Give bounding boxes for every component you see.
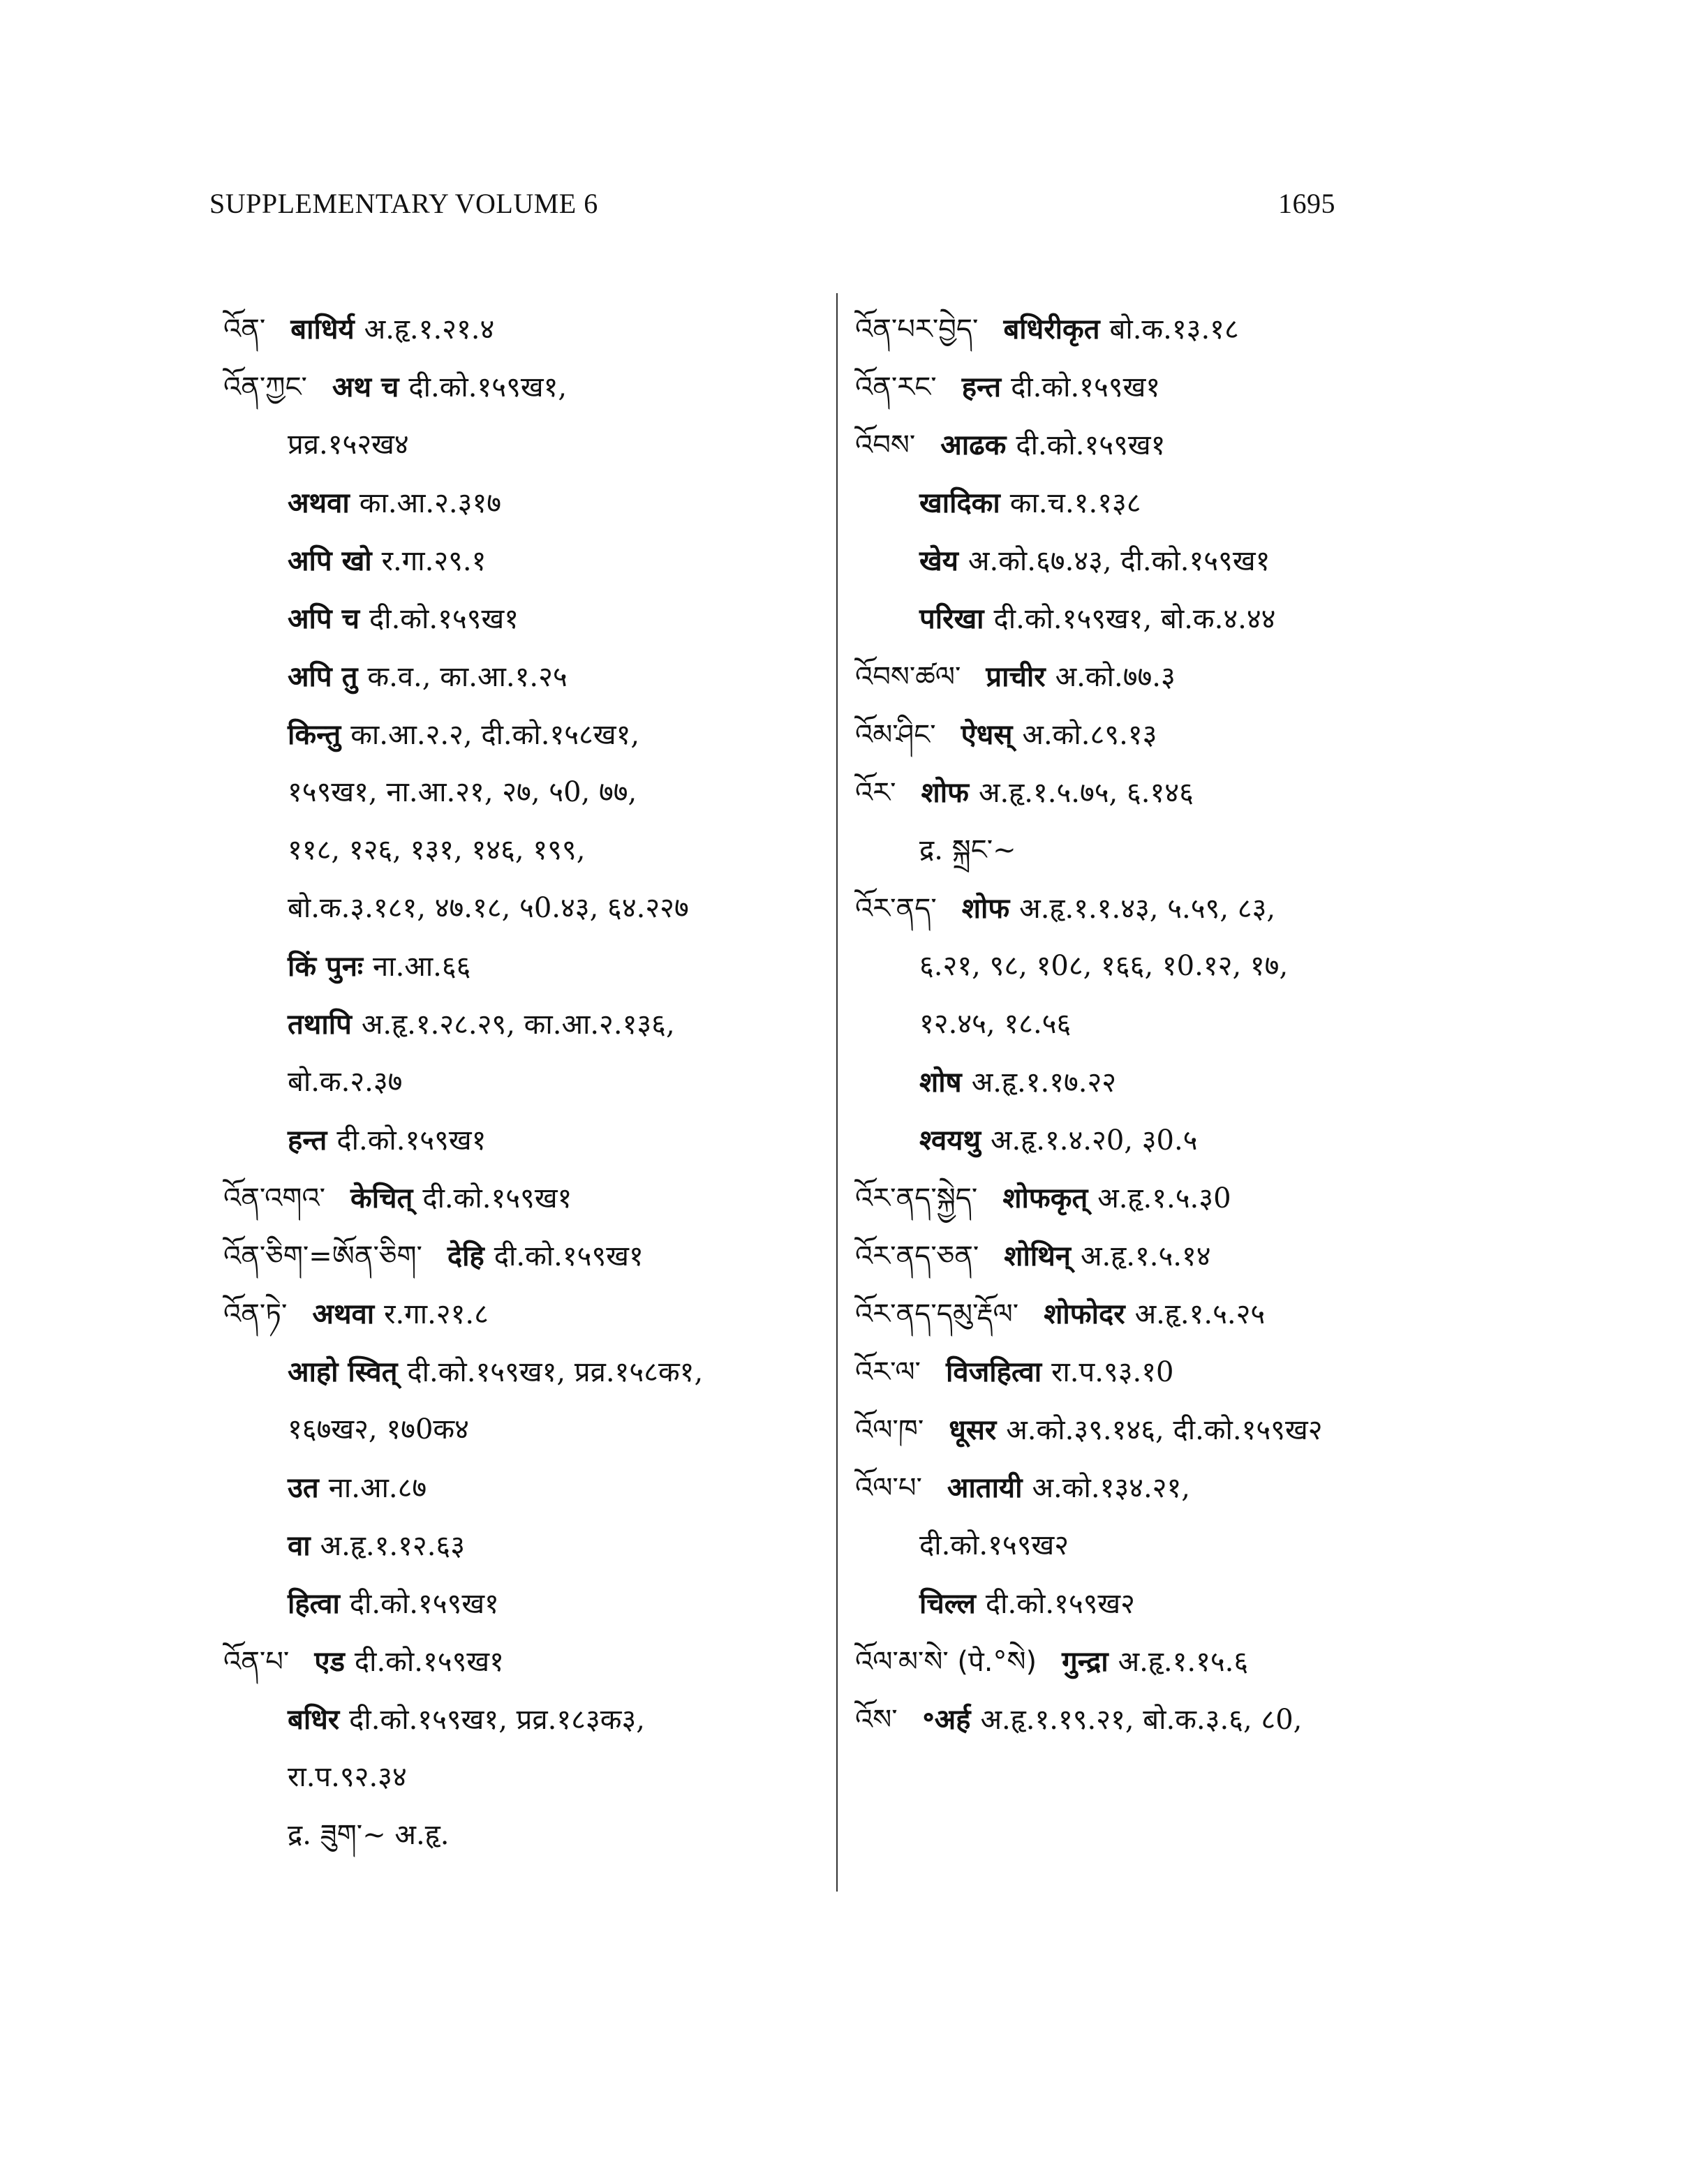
source-reference: प्रव्र.१५२ख४ — [288, 429, 409, 461]
sanskrit-equivalent: उत — [288, 1471, 319, 1504]
sanskrit-equivalent: केचित् — [350, 1182, 413, 1214]
dictionary-entry — [223, 1169, 831, 1227]
sanskrit-equivalent: अथवा — [312, 1298, 375, 1330]
running-title: SUPPLEMENTARY VOLUME 6 — [209, 188, 598, 219]
source-reference: १५९ख१, ना.आ.२१, २७, ५0, ७७, — [288, 776, 637, 808]
source-reference: दी.को.१५९ख१, बो.क.४.४४ — [993, 603, 1276, 635]
entry-continuation — [223, 1748, 831, 1806]
dictionary-entry — [855, 1343, 1483, 1401]
sanskrit-equivalent: अथ च — [332, 371, 399, 403]
sanskrit-equivalent: अपि तु — [288, 660, 358, 693]
source-reference: का.च.१.१३८ — [1009, 487, 1141, 519]
entry-continuation — [223, 937, 831, 995]
column-divider — [836, 293, 838, 1892]
source-reference: १६७ख२, १७0क४ — [288, 1413, 469, 1446]
dictionary-entry — [855, 1169, 1483, 1227]
source-reference: अ.हृ.१.५.२५ — [1134, 1298, 1266, 1330]
entry-continuation — [223, 590, 831, 648]
entry-continuation — [223, 1401, 831, 1459]
tibetan-headword: འོལ་མ་སེ་ (पे.°སེ) — [855, 1646, 1037, 1678]
source-reference: दी.को.१५९ख१, प्रव्र.१५८क१, — [407, 1356, 704, 1388]
entry-continuation — [855, 1111, 1483, 1169]
entry-continuation — [223, 706, 831, 764]
tibetan-headword: འོན་ཀྱང་ — [223, 371, 307, 403]
entry-continuation — [223, 474, 831, 532]
tibetan-headword: འོར་ནད་སྐྱེད་ — [855, 1182, 978, 1214]
source-reference: रा.प.९३.१0 — [1051, 1356, 1174, 1388]
sanskrit-equivalent: एड — [314, 1645, 345, 1678]
sanskrit-equivalent: आतायी — [947, 1471, 1023, 1504]
entry-continuation — [223, 1111, 831, 1169]
sanskrit-equivalent: आहो स्वित् — [288, 1355, 398, 1388]
sanskrit-equivalent: धूसर — [949, 1413, 997, 1446]
sanskrit-equivalent: वा — [288, 1529, 311, 1562]
dictionary-entry — [855, 1227, 1483, 1285]
source-reference: दी.को.१५९ख१ — [1016, 429, 1166, 461]
dictionary-entry — [855, 648, 1483, 706]
entry-continuation — [223, 1575, 831, 1633]
entry-continuation — [223, 1053, 831, 1111]
dictionary-entry — [223, 1227, 831, 1285]
sanskrit-equivalent: किन्तु — [288, 718, 341, 751]
source-reference: अ.हृ.१.१७.२२ — [971, 1067, 1117, 1099]
dictionary-entry — [223, 1285, 831, 1343]
sanskrit-equivalent: खेय — [919, 544, 958, 577]
source-reference: दी.को.१५९ख१ — [1011, 371, 1161, 403]
dictionary-entry — [855, 1691, 1483, 1748]
tibetan-headword: འོབས་ཚལ་ — [855, 661, 961, 693]
entry-continuation — [855, 590, 1483, 648]
dictionary-entry — [855, 1633, 1483, 1691]
sanskrit-equivalent: परिखा — [919, 602, 984, 635]
source-reference: का.आ.२.३१७ — [359, 487, 502, 519]
sanskrit-equivalent: हन्त — [288, 1124, 327, 1157]
tibetan-headword: འོར་ — [855, 777, 896, 809]
source-reference: अ.हृ.१.१९.२१, बो.क.३.६, ८0, — [980, 1704, 1303, 1736]
entry-continuation — [223, 532, 831, 590]
source-reference: अ.को.३९.१४६, दी.को.१५९ख२ — [1006, 1414, 1323, 1446]
source-reference: दी.को.१५९ख१, — [408, 371, 568, 403]
sanskrit-equivalent: शोफ — [921, 776, 969, 809]
sanskrit-equivalent: बाधिर्य — [290, 313, 355, 346]
entry-continuation — [223, 648, 831, 706]
entry-continuation — [223, 995, 831, 1053]
dictionary-entry — [855, 879, 1483, 937]
dictionary-entry — [855, 416, 1483, 474]
tibetan-headword: འོན་རང་ — [855, 371, 937, 403]
source-reference: दी.को.१५९ख१ — [336, 1124, 487, 1157]
tibetan-headword: འོན་པར་བྱེད་ — [855, 313, 979, 346]
entry-continuation — [855, 937, 1483, 995]
source-reference: रा.प.९२.३४ — [288, 1761, 407, 1793]
source-reference: अ.हृ.१.४.२0, ३0.५ — [991, 1124, 1198, 1157]
tibetan-headword: འོལ་ཁ་ — [855, 1414, 924, 1446]
source-reference: अ.हृ.१.१.४३, ५.५९, ८३, — [1019, 893, 1276, 925]
sanskrit-equivalent: शोफकृत् — [1002, 1182, 1088, 1214]
source-reference: ना.आ.८७ — [328, 1472, 427, 1504]
entry-continuation — [855, 474, 1483, 532]
source-reference: दी.को.१५९ख२ — [919, 1529, 1069, 1561]
dictionary-entry — [855, 706, 1483, 764]
tibetan-headword: འོན་འགའ་ — [223, 1182, 326, 1214]
tibetan-headword: འོལ་པ་ — [855, 1472, 922, 1504]
dictionary-entry — [855, 1401, 1483, 1459]
page-number: 1695 — [1278, 188, 1335, 219]
tibetan-headword: འོར་ནད་ཅན་ — [855, 1240, 979, 1272]
sanskrit-equivalent: श्वयथु — [919, 1124, 981, 1157]
sanskrit-equivalent: शोष — [919, 1066, 962, 1099]
sanskrit-equivalent: किं पुनः — [288, 950, 364, 983]
entry-continuation — [223, 1459, 831, 1517]
sanskrit-equivalent: बधिरीकृत — [1003, 313, 1100, 346]
entry-continuation — [855, 995, 1483, 1053]
entry-continuation — [223, 764, 831, 822]
source-reference: अ.हृ.१.५.७५, ६.१४६ — [978, 777, 1194, 809]
source-reference: द्र. སྐྲང་~ — [919, 834, 1016, 866]
sanskrit-equivalent: ॰अर्ह — [922, 1703, 971, 1736]
sanskrit-equivalent: शोफ — [961, 892, 1010, 925]
dictionary-entry — [223, 1633, 831, 1691]
sanskrit-equivalent: हन्त — [961, 371, 1002, 403]
source-reference: ११८, १२६, १३१, १४६, १९९, — [288, 834, 586, 866]
dictionary-entry — [855, 764, 1483, 822]
source-reference: ६.२१, ९८, १0८, १६६, १0.१२, १७, — [919, 950, 1289, 982]
entry-continuation — [855, 1517, 1483, 1575]
source-reference: का.आ.२.२, दी.को.१५८ख१, — [350, 719, 640, 751]
dictionary-entry — [855, 358, 1483, 416]
right-column — [855, 300, 1483, 1748]
source-reference: अ.हृ.१.१२.६३ — [320, 1530, 466, 1562]
tibetan-headword: འོར་ནད་ — [855, 893, 937, 925]
dictionary-entry — [855, 300, 1483, 358]
entry-continuation — [223, 1806, 831, 1864]
entry-continuation — [855, 1575, 1483, 1633]
dictionary-entry — [223, 300, 831, 358]
sanskrit-equivalent: प्राचीर — [986, 660, 1046, 693]
dictionary-entry — [855, 1459, 1483, 1517]
tibetan-headword: འོར་ནད་དམུ་རྡོལ་ — [855, 1298, 1019, 1330]
tibetan-headword: འོན་ཏེ་ — [223, 1298, 288, 1330]
source-reference: अ.हृ.१.२८.२९, का.आ.२.१३६, — [361, 1009, 675, 1041]
page-header — [209, 187, 1481, 229]
source-reference: १२.४५, १८.५६ — [919, 1008, 1072, 1040]
sanskrit-equivalent: आढक — [940, 429, 1007, 461]
source-reference: र.गा.२१.८ — [384, 1298, 489, 1330]
entry-continuation — [223, 1691, 831, 1748]
source-reference: अ.को.१३४.२१, — [1032, 1472, 1190, 1504]
source-reference: दी.को.१५९ख१, प्रव्र.१८३क३, — [349, 1704, 645, 1736]
tibetan-headword: འོབས་ — [855, 429, 916, 461]
source-reference: क.व., का.आ.१.२५ — [367, 661, 568, 693]
sanskrit-equivalent: विजहित्वा — [945, 1355, 1042, 1388]
sanskrit-equivalent: तथापि — [288, 1008, 352, 1041]
source-reference: अ.हृ.१.५.१४ — [1080, 1240, 1211, 1272]
source-reference: अ.को.७७.३ — [1055, 661, 1176, 693]
source-reference: अ.हृ.१.२१.४ — [364, 313, 495, 346]
sanskrit-equivalent: हित्वा — [288, 1587, 340, 1620]
source-reference: बो.क.१३.१८ — [1109, 313, 1239, 346]
entry-continuation — [223, 822, 831, 879]
sanskrit-equivalent: अपि खो — [288, 544, 372, 577]
source-reference: अ.हृ.१.५.३0 — [1097, 1182, 1231, 1214]
source-reference: अ.हृ.१.१५.६ — [1118, 1646, 1249, 1678]
dictionary-entry — [223, 358, 831, 416]
entry-continuation — [855, 822, 1483, 879]
tibetan-headword: འོར་ལ་ — [855, 1356, 921, 1388]
entry-continuation — [223, 416, 831, 474]
source-reference: अ.को.६७.४३, दी.को.१५९ख१ — [968, 545, 1270, 577]
sanskrit-equivalent: चिल्ल — [919, 1587, 976, 1620]
sanskrit-equivalent: बधिर — [288, 1703, 340, 1736]
source-reference: दी.को.१५९ख२ — [985, 1588, 1135, 1620]
sanskrit-equivalent: ऐधस् — [961, 718, 1013, 751]
source-reference: अ.को.८९.१३ — [1022, 719, 1157, 751]
sanskrit-equivalent: शोथिन् — [1004, 1240, 1071, 1272]
source-reference: दी.को.१५९ख१ — [494, 1240, 644, 1272]
source-reference: ना.आ.६६ — [373, 951, 471, 983]
tibetan-headword: འོམ་ཤིང་ — [855, 719, 936, 751]
sanskrit-equivalent: खादिका — [919, 486, 1000, 519]
tibetan-headword: འོན་ — [223, 313, 266, 346]
sanskrit-equivalent: अपि च — [288, 602, 360, 635]
left-column — [223, 300, 831, 1864]
source-reference: द्र. ཟུག་~ अ.हृ. — [288, 1819, 450, 1851]
source-reference: दी.को.१५९ख१ — [349, 1588, 499, 1620]
entry-continuation — [855, 1053, 1483, 1111]
sanskrit-equivalent: शोफोदर — [1044, 1298, 1125, 1330]
source-reference: दी.को.१५९ख१ — [369, 603, 519, 635]
source-reference: दी.को.१५९ख१ — [354, 1646, 504, 1678]
source-reference: र.गा.२९.१ — [381, 545, 487, 577]
tibetan-headword: འོས་ — [855, 1704, 898, 1736]
sanskrit-equivalent: गुन्द्रा — [1062, 1645, 1109, 1678]
source-reference: बो.क.३.१८१, ४७.१८, ५0.४३, ६४.२२७ — [288, 892, 689, 924]
source-reference: बो.क.२.३७ — [288, 1066, 403, 1098]
sanskrit-equivalent: अथवा — [288, 486, 350, 519]
entry-continuation — [223, 1517, 831, 1575]
tibetan-headword: འོན་པ་ — [223, 1646, 290, 1678]
entry-continuation — [855, 532, 1483, 590]
tibetan-headword: འོན་ཅིག་=ཨོན་ཅིག་ — [223, 1240, 422, 1272]
dictionary-entry — [855, 1285, 1483, 1343]
entry-continuation — [223, 1343, 831, 1401]
source-reference: दी.को.१५९ख१ — [422, 1182, 572, 1214]
sanskrit-equivalent: देहि — [447, 1240, 484, 1272]
entry-continuation — [223, 879, 831, 937]
